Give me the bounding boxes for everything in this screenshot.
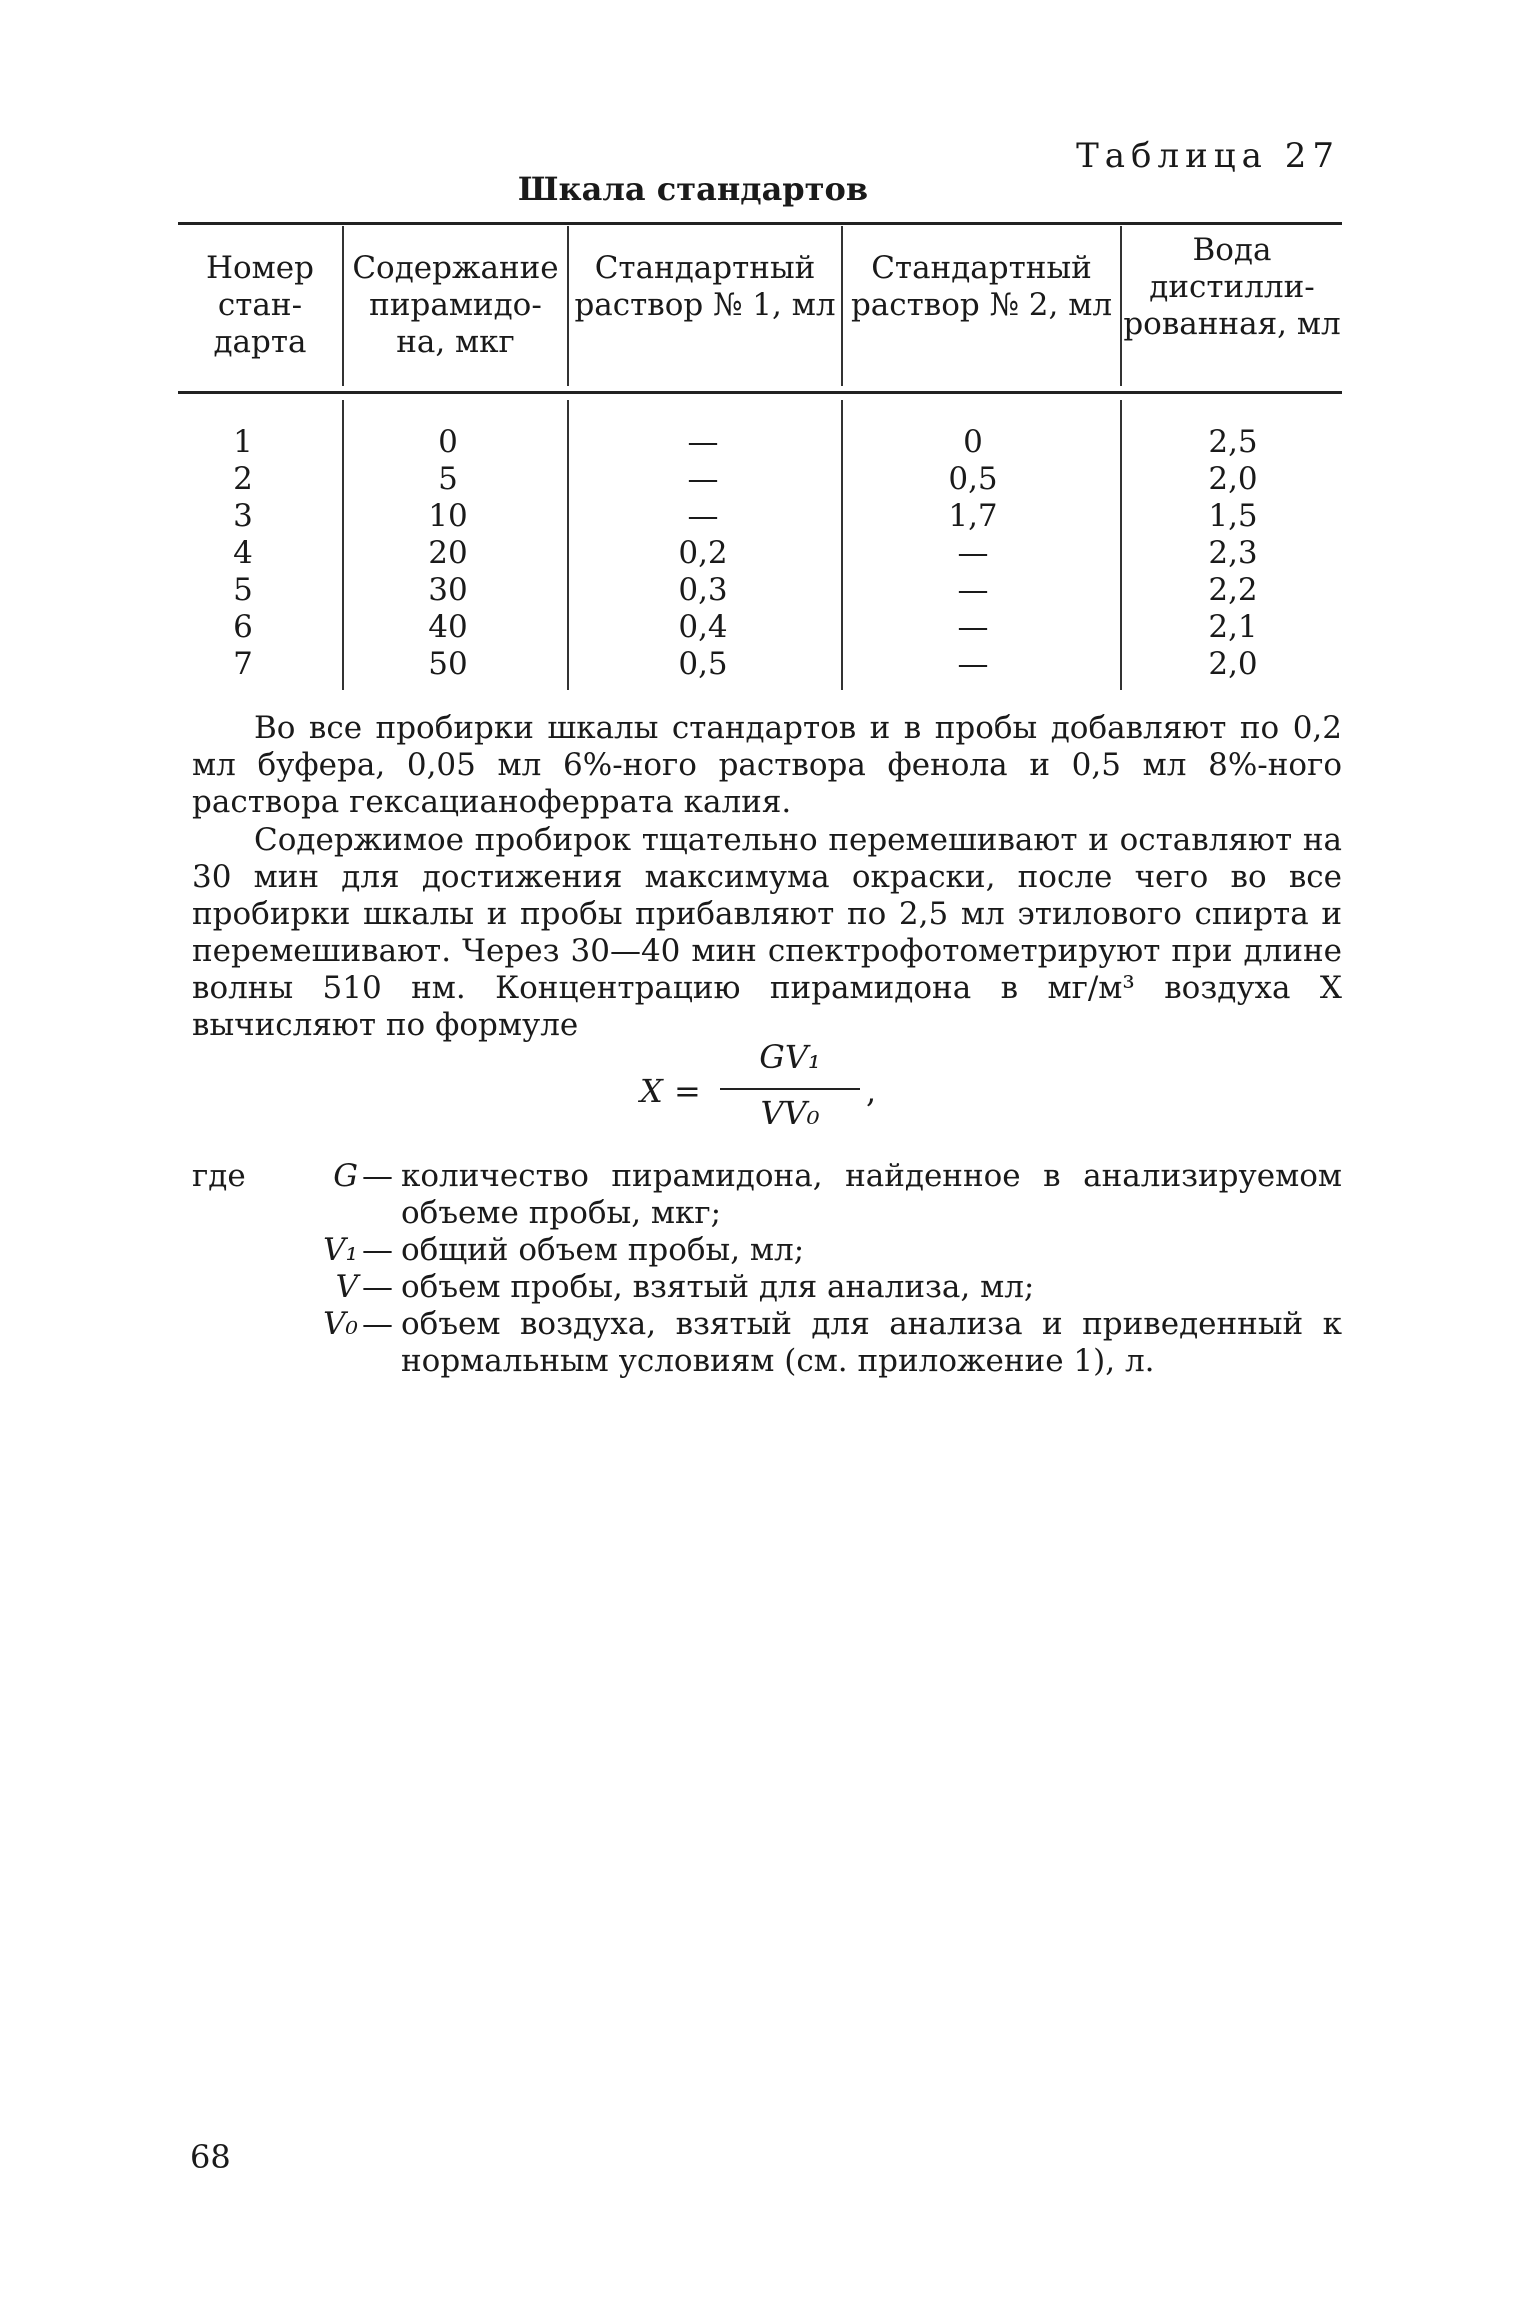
definition-dash: — xyxy=(362,1232,393,1268)
formula xyxy=(640,1032,960,1152)
fraction-bar xyxy=(720,1088,860,1090)
table-header-rule xyxy=(178,391,1342,394)
formula-numerator: GV₁ xyxy=(759,1038,821,1076)
header-distilled-water: Вода дистилли- рованная, мл xyxy=(1123,232,1341,342)
definition-symbol: V₀ xyxy=(323,1306,358,1342)
definition-dash: — xyxy=(362,1269,393,1305)
definition-row xyxy=(192,1158,1342,1232)
table-cell: — xyxy=(957,535,989,571)
table-cell: 5 xyxy=(233,572,253,608)
table-cell: 1,7 xyxy=(948,498,998,534)
definition-symbol: G xyxy=(333,1158,358,1194)
table-cell: 40 xyxy=(428,609,468,645)
definition-row xyxy=(192,1232,1342,1269)
table-cell: 5 xyxy=(438,461,458,497)
col-divider xyxy=(342,400,344,690)
column-standard-solution-2 xyxy=(918,424,1028,683)
table-cell: — xyxy=(957,646,989,682)
table-cell: 2,0 xyxy=(1208,461,1258,497)
table-cell: 0,2 xyxy=(678,535,728,571)
table-number: Таблица 27 xyxy=(1076,136,1340,176)
column-pyramidon-content xyxy=(408,424,488,683)
definition-text: объем воздуха, взятый для анализа и приведенный к нормальным условиям (см. приложение 1), л. xyxy=(401,1306,1342,1379)
definitions xyxy=(192,1158,1342,1380)
table-cell: 0,4 xyxy=(678,609,728,645)
table-cell: 0,3 xyxy=(678,572,728,608)
table-cell: 0 xyxy=(438,424,458,460)
column-standard-number xyxy=(218,424,268,683)
table-cell: — xyxy=(687,424,719,460)
definition-dash: — xyxy=(362,1306,393,1342)
paragraph-text: Содержимое пробирок тщательно перемешивают и оставляют на 30 мин для достижения максимума окраски, после чего во все пробирки шкалы и пробы прибавляют по 2,5 мл этилового спирта и перемешивают. Через 30—40 мин спектрофотометрируют при длине волны 510 нм. Концентрацию пирамидона в мг/м³ воздуха X вычисляют по формуле xyxy=(192,822,1342,1043)
column-distilled-water xyxy=(1178,424,1288,683)
definition-text: объем пробы, взятый для анализа, мл; xyxy=(401,1269,1035,1305)
table-cell: 0 xyxy=(963,424,983,460)
table-cell: 2,3 xyxy=(1208,535,1258,571)
table-cell: 50 xyxy=(428,646,468,682)
formula-equals: = xyxy=(674,1072,701,1110)
table-cell: 0,5 xyxy=(948,461,998,497)
formula-lhs: X xyxy=(640,1072,663,1110)
header-pyramidon-content: Содержание пирамидо- на, мкг xyxy=(352,250,559,360)
table-cell: 2,5 xyxy=(1208,424,1258,460)
definition-symbol: V₁ xyxy=(323,1232,358,1268)
header-standard-number: Номер стан- дарта xyxy=(205,250,314,360)
table-cell: 7 xyxy=(233,646,253,682)
table-cell: 1 xyxy=(233,424,253,460)
table-cell: — xyxy=(687,461,719,497)
table-top-rule xyxy=(178,222,1342,225)
table-cell: 10 xyxy=(428,498,468,534)
formula-comma: , xyxy=(866,1072,877,1110)
definition-text: общий объем пробы, мл; xyxy=(401,1232,805,1268)
header-standard-solution-2: Стандартный раствор № 2, мл xyxy=(850,250,1113,323)
table-cell: 2,0 xyxy=(1208,646,1258,682)
definition-row xyxy=(192,1306,1342,1380)
table-cell: 30 xyxy=(428,572,468,608)
table-cell: 0,5 xyxy=(678,646,728,682)
paragraph-procedure xyxy=(192,822,1342,1044)
table-cell: 4 xyxy=(233,535,253,571)
page-number: 68 xyxy=(190,2138,231,2176)
paragraph-reagents xyxy=(192,710,1342,821)
table-cell: 1,5 xyxy=(1208,498,1258,534)
table-cell: 2 xyxy=(233,461,253,497)
table-cell: 2,2 xyxy=(1208,572,1258,608)
table-cell: — xyxy=(957,572,989,608)
table-cell: — xyxy=(687,498,719,534)
definition-text: количество пирамидона, найденное в анализируемом объеме пробы, мкг; xyxy=(401,1158,1342,1231)
formula-denominator: VV₀ xyxy=(760,1094,820,1132)
table-title: Шкала стандартов xyxy=(517,170,869,208)
table-cell: 20 xyxy=(428,535,468,571)
column-standard-solution-1 xyxy=(648,424,758,683)
definitions-lead: где xyxy=(192,1158,246,1194)
table-cell: 2,1 xyxy=(1208,609,1258,645)
header-standard-solution-1: Стандартный раствор № 1, мл xyxy=(574,250,836,323)
definition-dash: — xyxy=(362,1158,393,1194)
col-divider xyxy=(841,400,843,690)
paragraph-text: Во все пробирки шкалы стандартов и в пробы добавляют по 0,2 мл буфера, 0,05 мл 6%-ного раствора фенола и 0,5 мл 8%-ного раствора гексацианоферрата калия. xyxy=(192,710,1342,820)
col-divider xyxy=(567,400,569,690)
table-cell: 6 xyxy=(233,609,253,645)
definition-row xyxy=(192,1269,1342,1306)
col-divider xyxy=(1120,400,1122,690)
table-cell: — xyxy=(957,609,989,645)
definition-symbol: V xyxy=(335,1269,358,1305)
table-cell: 3 xyxy=(233,498,253,534)
